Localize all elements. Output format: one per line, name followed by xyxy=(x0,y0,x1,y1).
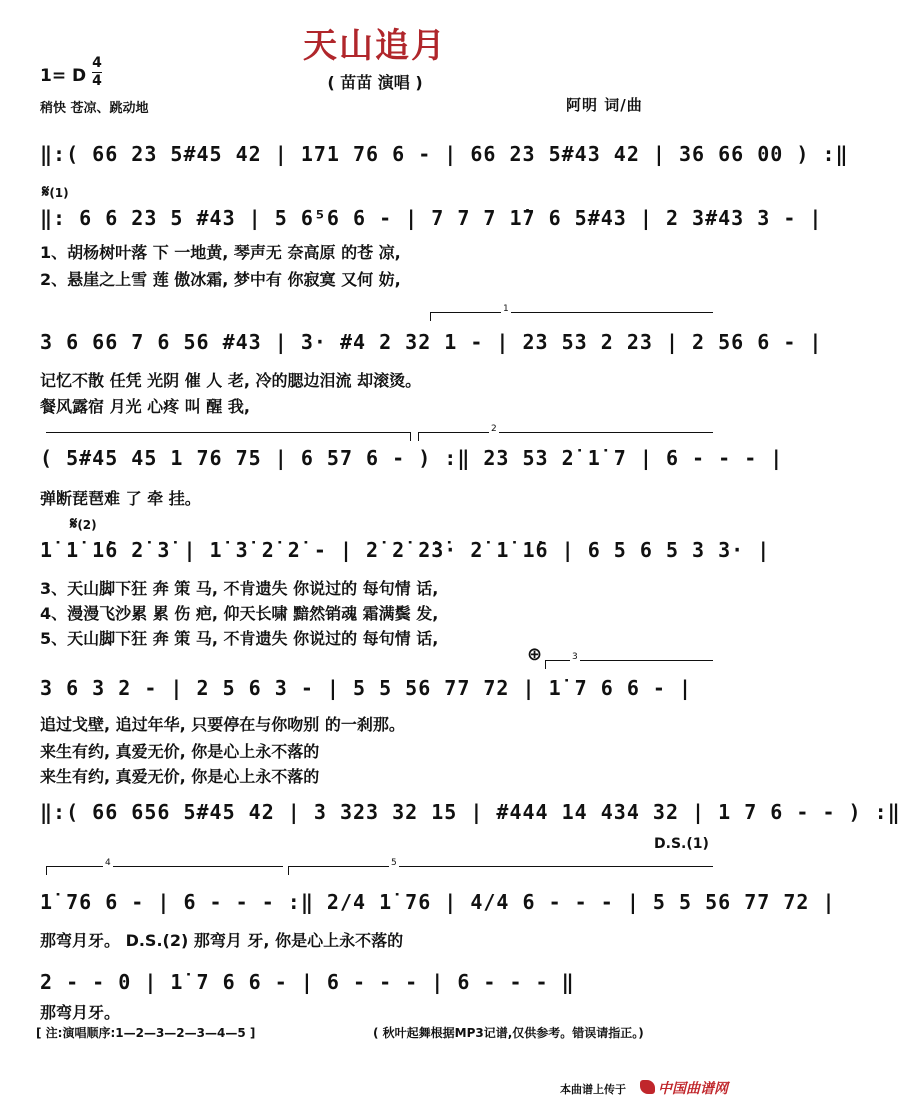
lyric-line: 2、悬崖之上雪 莲 傲冰霜, 梦中有 你寂寞 又何 妨, xyxy=(40,270,401,289)
verse-notes-2: 3 6 66 7 6 56 #43 | 3· #4 2 32 1 - | 23 53 2 23 | 2 56 6 - | xyxy=(40,330,823,354)
volta-number: 1 xyxy=(503,304,509,314)
volta-number: 4 xyxy=(105,858,111,868)
lyric-line: 追过戈壁, 追过年华, 只要停在与你吻别 的一刹那。 xyxy=(40,715,405,734)
lyric-line: 那弯月牙。 D.S.(2) 那弯月 牙, 你是心上永不落的 xyxy=(40,931,404,950)
lyric-line: 记忆不散 任凭 光阴 催 人 老, 冷的腮边泪流 却滚烫。 xyxy=(40,371,422,390)
volta-bracket-1 xyxy=(430,304,713,321)
transcription-note: ( 秋叶起舞根据MP3记谱,仅供参考。错误请指正。) xyxy=(373,1026,644,1040)
verse-notes-1: ‖: 6 6 23 5 #43 | 5 6⁵6 6 - | 7 7 7 1̇7 6 5#43 | 2 3#43 3 - | xyxy=(40,206,823,230)
song-title: 天山追月 xyxy=(303,26,447,66)
lyric-line: 5、天山脚下狂 奔 策 马, 不肯遗失 你说过的 每句情 话, xyxy=(40,629,439,648)
upload-label: 本曲谱上传于 xyxy=(560,1083,626,1096)
tempo-marking: 稍快 苍凉、跳动地 xyxy=(40,101,149,116)
chorus-notes-2: 3 6 3 2 - | 2 5 6 3 - | 5 5 56 77 72 | 1̇ 7 6 6 - | xyxy=(40,676,693,700)
time-signature-top: 4 xyxy=(92,55,102,71)
segno-number: (2) xyxy=(77,518,97,532)
ending-notes-1: 1̇ 76 6 - | 6 - - - :‖ 2/4 1̇ 76 | 4/4 6 - - - | 5 5 56 77 72 | xyxy=(40,890,836,914)
singer-credit: ( 苗苗 演唱 ) xyxy=(327,73,423,92)
lyric-line: 那弯月牙。 xyxy=(40,1003,121,1022)
segno-icon: 𝄋 xyxy=(42,182,50,202)
lyric-line: 弹断琵琶难 了 牵 挂。 xyxy=(40,489,201,508)
volta-number: 2 xyxy=(491,424,497,434)
volta-bracket-1-end xyxy=(46,432,411,441)
lyric-line: 1、胡杨树叶落 下 一地黄, 琴声无 奈高原 的苍 凉, xyxy=(40,243,401,262)
ending-notes-2: 2 - - 0 | 1̇ 7 6 6 - | 6 - - - | 6 - - - ‖ xyxy=(40,970,575,994)
lyric-line: 餐风露宿 月光 心疼 叫 醒 我, xyxy=(40,397,250,416)
chorus-notes-1: 1̇ 1̇ 1̇6 2̇ 3̇ | 1̇ 3̇ 2̇ 2̇ - | 2̇ 2̇ 2̇3̇· 2̇ 1̇ 1̇6 | 6 5 6 5 3 3· | xyxy=(40,538,771,562)
lyric-line: 4、漫漫飞沙累 累 伤 疤, 仰天长啸 黯然销魂 霜满鬓 发, xyxy=(40,604,439,623)
segno-1 xyxy=(42,182,69,202)
site-logo-icon xyxy=(640,1080,655,1094)
volta-bracket-2 xyxy=(418,424,713,441)
key-signature: 1= D xyxy=(40,66,87,86)
interlude-notes: ( 5#45 45 1 76 75 | 6 57 6 - ) :‖ 23 53 2̇ 1̇ 7 | 6 - - - | xyxy=(40,446,784,470)
volta-bracket-4 xyxy=(46,858,283,875)
time-signature-bottom: 4 xyxy=(92,73,102,89)
lyric-line: 来生有约, 真爱无价, 你是心上永不落的 xyxy=(40,742,320,761)
volta-bracket-5 xyxy=(288,858,713,875)
dal-segno-1: D.S.(1) xyxy=(654,836,709,852)
segno-2 xyxy=(70,514,97,534)
segno-number: (1) xyxy=(49,186,69,200)
coda-icon: ⊕ xyxy=(527,644,543,665)
volta-bracket-3 xyxy=(545,652,713,669)
volta-number: 5 xyxy=(391,858,397,868)
segno-icon: 𝄋 xyxy=(70,514,78,534)
intro-notes: ‖:( 66 23 5#45 42 | 171 76 6 - | 66 23 5#43 42 | 36 66 00 ) :‖ xyxy=(40,142,849,166)
performance-order-note: [ 注:演唱顺序:1—2—3—2—3—4—5 ] xyxy=(36,1026,256,1040)
lyric-line: 来生有约, 真爱无价, 你是心上永不落的 xyxy=(40,767,320,786)
composer-credit: 阿明 词/曲 xyxy=(566,96,643,114)
volta-number: 3 xyxy=(572,652,578,662)
site-logo-text[interactable]: 中国曲谱网 xyxy=(658,1081,728,1097)
lyric-line: 3、天山脚下狂 奔 策 马, 不肯遗失 你说过的 每句情 话, xyxy=(40,579,439,598)
outro-notes: ‖:( 66 656 5#45 42 | 3 323 32 15 | #444 14 434 32 | 1 7 6 - - ) :‖ xyxy=(40,800,901,824)
